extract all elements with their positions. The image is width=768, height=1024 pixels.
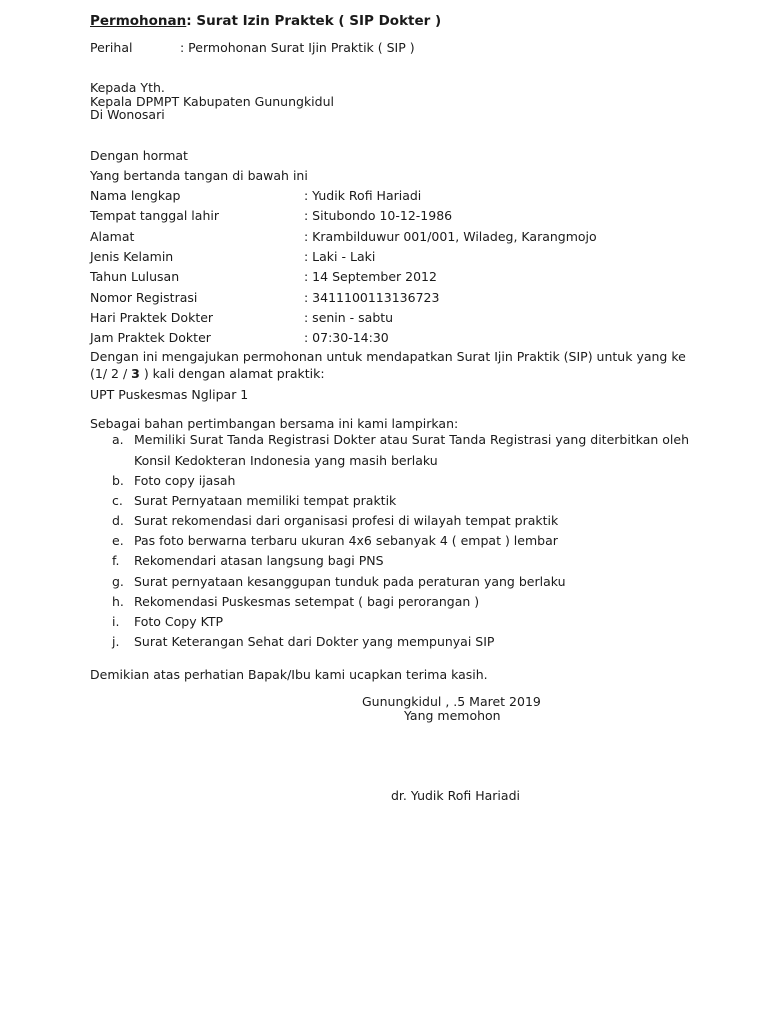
field-value: : 3411100113136723 <box>304 290 440 305</box>
field-label: Jam Praktek Dokter <box>90 330 211 345</box>
list-item: Memiliki Surat Tanda Registrasi Dokter atau Surat Tanda Registrasi yang diterbitkan oleh <box>134 432 690 447</box>
recipient-line-2: Kepala DPMPT Kabupaten Gunungkidul <box>90 94 334 109</box>
request-count-bold: 3 <box>131 366 140 381</box>
signature-name: dr. Yudik Rofi Hariadi <box>391 788 520 803</box>
greeting: Dengan hormat <box>90 148 188 163</box>
field-value: : Yudik Rofi Hariadi <box>304 188 422 203</box>
list-item: Rekomendari atasan langsung bagi PNS <box>134 553 384 568</box>
page-title <box>90 13 441 29</box>
field-label: Nomor Registrasi <box>90 290 198 305</box>
field-value: : Situbondo 10-12-1986 <box>304 208 453 223</box>
field-label: Alamat <box>90 229 135 244</box>
practice-place: UPT Puskesmas Nglipar 1 <box>90 387 249 402</box>
field-value: : 07:30-14:30 <box>304 330 389 345</box>
list-marker: b. <box>112 473 124 488</box>
list-marker: d. <box>112 513 124 528</box>
list-item: Pas foto berwarna terbaru ukuran 4x6 sebanyak 4 ( empat ) lembar <box>134 533 558 548</box>
list-item-continuation: Konsil Kedokteran Indonesia yang masih berlaku <box>134 453 438 468</box>
list-marker: h. <box>112 594 124 609</box>
title-rest: : Surat Izin Praktek ( SIP Dokter ) <box>186 13 442 29</box>
list-marker: a. <box>112 432 124 447</box>
field-value: : 14 September 2012 <box>304 269 437 284</box>
list-item: Surat rekomendasi dari organisasi profesi di wilayah tempat praktik <box>134 513 559 528</box>
list-marker: c. <box>112 493 123 508</box>
signature-role: Yang memohon <box>404 708 501 723</box>
list-item: Surat Pernyataan memiliki tempat praktik <box>134 493 397 508</box>
field-label: Tempat tanggal lahir <box>90 208 219 223</box>
list-marker: f. <box>112 553 120 568</box>
request-line-2 <box>90 366 325 381</box>
field-value: : Krambilduwur 001/001, Wiladeg, Karangmojo <box>304 229 597 244</box>
closing-text: Demikian atas perhatian Bapak/Ibu kami ucapkan terima kasih. <box>90 667 488 682</box>
field-value: : senin - sabtu <box>304 310 394 325</box>
request-line-2-pre: (1/ 2 / <box>90 366 132 381</box>
attachments-intro: Sebagai bahan pertimbangan bersama ini kami lampirkan: <box>90 416 459 431</box>
perihal-value: : Permohonan Surat Ijin Praktik ( SIP ) <box>180 40 415 55</box>
title-prefix: Permohonan <box>90 13 187 29</box>
list-item: Surat pernyataan kesanggupan tunduk pada peraturan yang berlaku <box>134 574 566 589</box>
recipient-line-3: Di Wonosari <box>90 107 165 122</box>
list-marker: g. <box>112 574 124 589</box>
field-value: : Laki - Laki <box>304 249 376 264</box>
field-label: Hari Praktek Dokter <box>90 310 214 325</box>
list-item: Rekomendasi Puskesmas setempat ( bagi perorangan ) <box>134 594 480 609</box>
field-label: Jenis Kelamin <box>90 249 174 264</box>
list-item: Surat Keterangan Sehat dari Dokter yang mempunyai SIP <box>134 634 495 649</box>
request-line-2-post: ) kali dengan alamat praktik: <box>139 366 325 381</box>
intro-text: Yang bertanda tangan di bawah ini <box>90 168 308 183</box>
list-marker: j. <box>112 634 120 649</box>
list-item: Foto copy ijasah <box>134 473 236 488</box>
request-line-1: Dengan ini mengajukan permohonan untuk mendapatkan Surat Ijin Praktik (SIP) untuk yang ke <box>90 349 686 364</box>
field-label: Tahun Lulusan <box>90 269 180 284</box>
list-marker: i. <box>112 614 120 629</box>
field-label: Nama lengkap <box>90 188 181 203</box>
signature-place-date: Gunungkidul , .5 Maret 2019 <box>362 694 541 709</box>
list-item: Foto Copy KTP <box>134 614 223 629</box>
recipient-line-1: Kepada Yth. <box>90 80 165 95</box>
perihal-label: Perihal <box>90 40 133 55</box>
list-marker: e. <box>112 533 124 548</box>
